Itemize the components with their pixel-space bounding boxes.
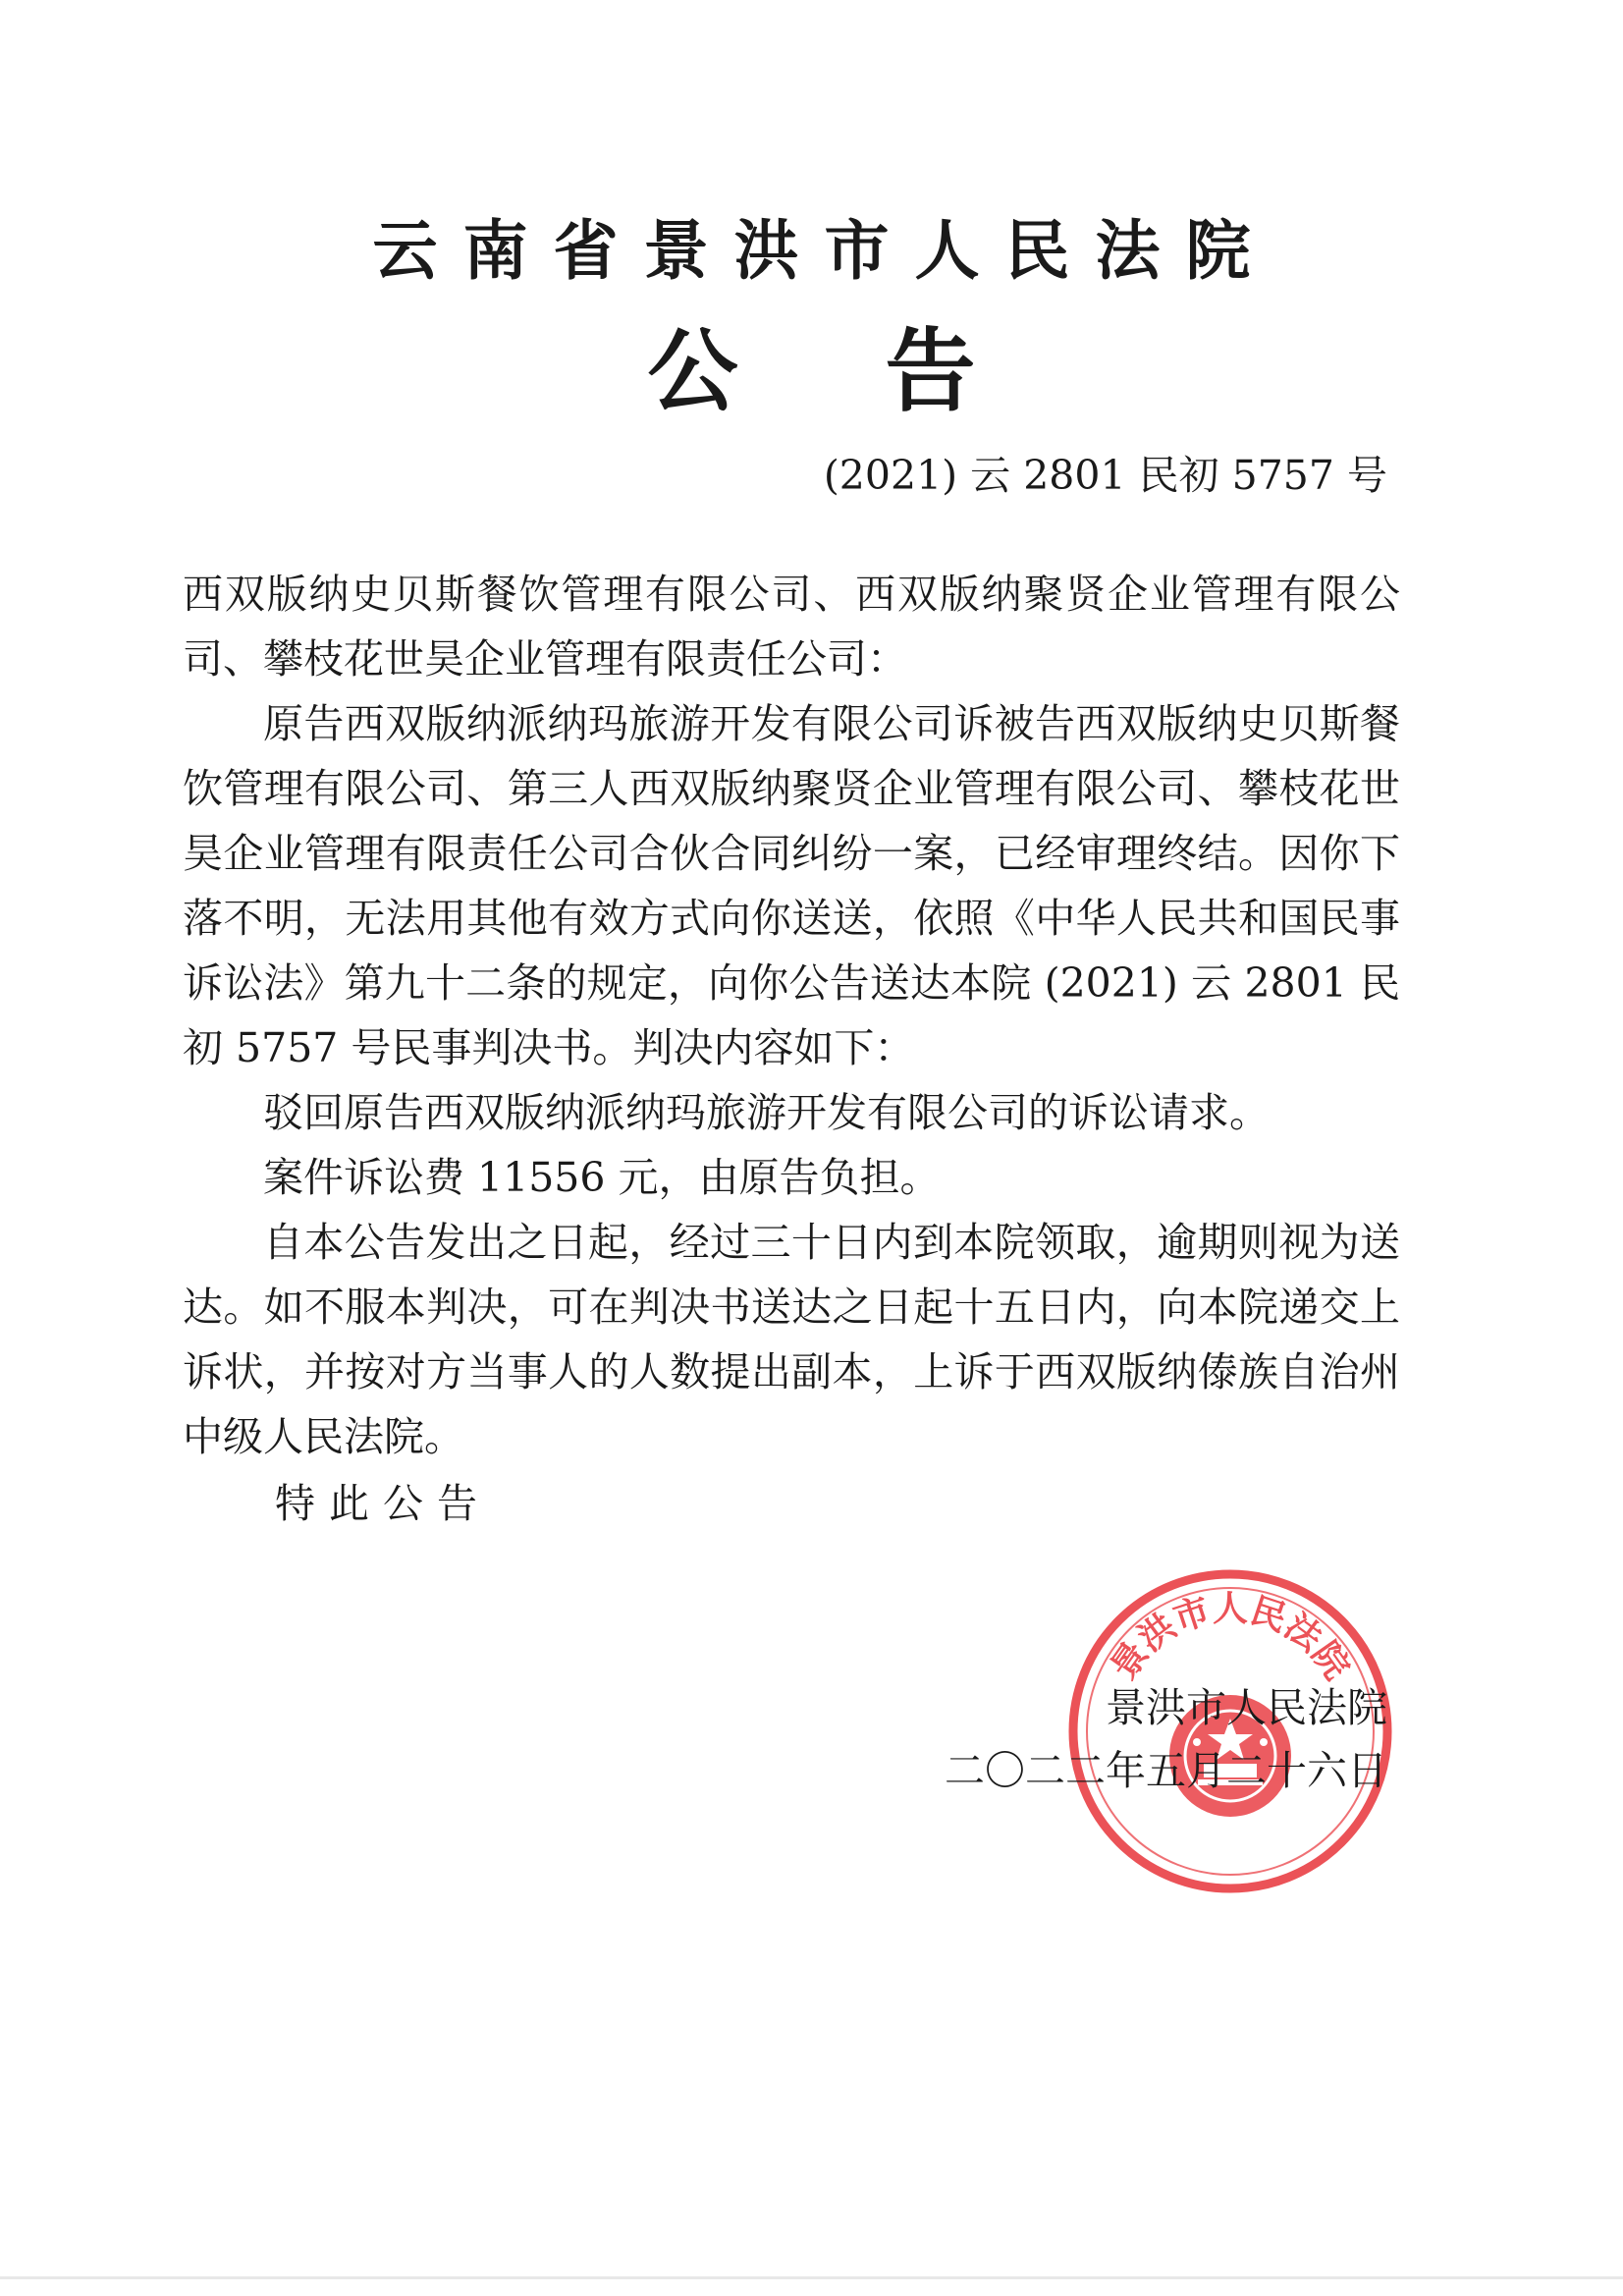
court-name-heading: 云南省景洪市人民法院 [372, 212, 1276, 289]
notice-title: 公告 [647, 318, 1123, 424]
paragraph-judgment: 驳回原告西双版纳派纳玛旅游开发有限公司的诉讼请求。 [263, 1089, 1270, 1136]
signature-court: 景洪市人民法院 [1106, 1684, 1387, 1731]
paragraph-court-fee: 案件诉讼费 11556 元，由原告负担。 [263, 1154, 941, 1201]
signature-block [945, 1676, 1387, 1802]
case-number: (2021) 云 2801 民初 5757 号 [823, 452, 1387, 499]
seal-text-path: 景洪市人民法院 [1103, 1588, 1358, 1687]
paragraph-appeal-notice: 自本公告发出之日起，经过三十日内到本院领取，逾期则视为送达。如不服本判决，可在判决书送达之日起十五日内，向本院递交上诉状，并按对方当事人的人数提出副本，上诉于西双版纳傣族自治州中级人民法院。 [183, 1219, 1400, 1460]
addressee: 西双版纳史贝斯餐饮管理有限公司、西双版纳聚贤企业管理有限公司、攀枝花世昊企业管理有限责任公司： [183, 571, 1400, 683]
scan-edge-line [0, 2276, 1623, 2279]
closing-phrase: 特此公告 [275, 1480, 491, 1527]
signature-date: 二〇二二年五月二十六日 [945, 1747, 1387, 1794]
paragraph-case-summary: 原告西双版纳派纳玛旅游开发有限公司诉被告西双版纳史贝斯餐饮管理有限公司、第三人西双版纳聚贤企业管理有限公司、攀枝花世昊企业管理有限责任公司合伙合同纠纷一案，已经审理终结。因你下落不明，无法用其他有效方式向你送送，依照《中华人民共和国民事诉讼法》第九十二条的规定，向你公告送达本院 (2021) 云 2801 民初 5757 号民事判决书。判决内容如下： [183, 700, 1400, 1071]
notice-body [183, 562, 1400, 1536]
